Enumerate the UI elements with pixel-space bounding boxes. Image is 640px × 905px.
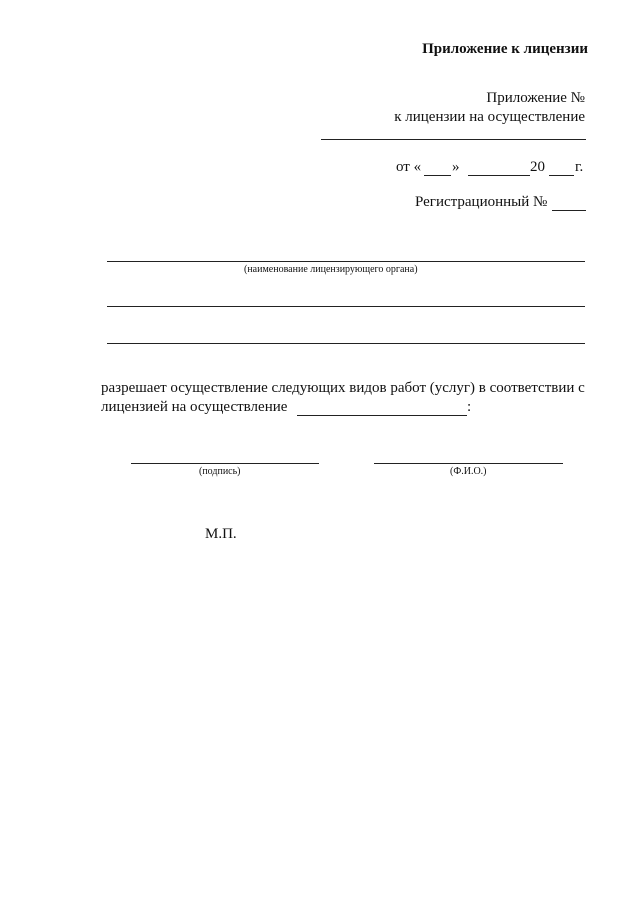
annex-number-label: Приложение № xyxy=(486,90,585,106)
permission-text-line2: лицензией на осуществление xyxy=(101,399,288,415)
full-name-field[interactable] xyxy=(374,463,563,464)
authority-field-2[interactable] xyxy=(107,306,585,307)
stamp-place-label: М.П. xyxy=(205,526,237,542)
license-activity-inline-field[interactable] xyxy=(297,415,467,416)
full-name-caption: (Ф.И.О.) xyxy=(450,466,487,477)
authority-field-3[interactable] xyxy=(107,343,585,344)
date-prefix: от « xyxy=(396,159,422,175)
authority-field-1[interactable] xyxy=(107,261,585,262)
date-day-field[interactable] xyxy=(424,175,451,176)
permission-text-line1: разрешает осуществление следующих видов работ (услуг) в соответствии с xyxy=(101,380,585,396)
registration-number-field[interactable] xyxy=(552,210,586,211)
date-year-suffix: г. xyxy=(575,159,584,175)
date-month-field[interactable] xyxy=(468,175,530,176)
signature-field[interactable] xyxy=(131,463,319,464)
date-year-prefix: 20 xyxy=(530,159,545,175)
date-quote-close: » xyxy=(452,159,460,175)
signature-caption: (подпись) xyxy=(199,466,241,477)
license-activity-label: к лицензии на осуществление xyxy=(394,109,585,125)
date-year-field[interactable] xyxy=(549,175,574,176)
permission-text-colon: : xyxy=(467,399,472,415)
registration-label: Регистрационный № xyxy=(415,194,548,210)
authority-caption: (наименование лицензирующего органа) xyxy=(244,264,418,275)
license-activity-field[interactable] xyxy=(321,139,586,140)
document-title: Приложение к лицензии xyxy=(422,41,588,57)
